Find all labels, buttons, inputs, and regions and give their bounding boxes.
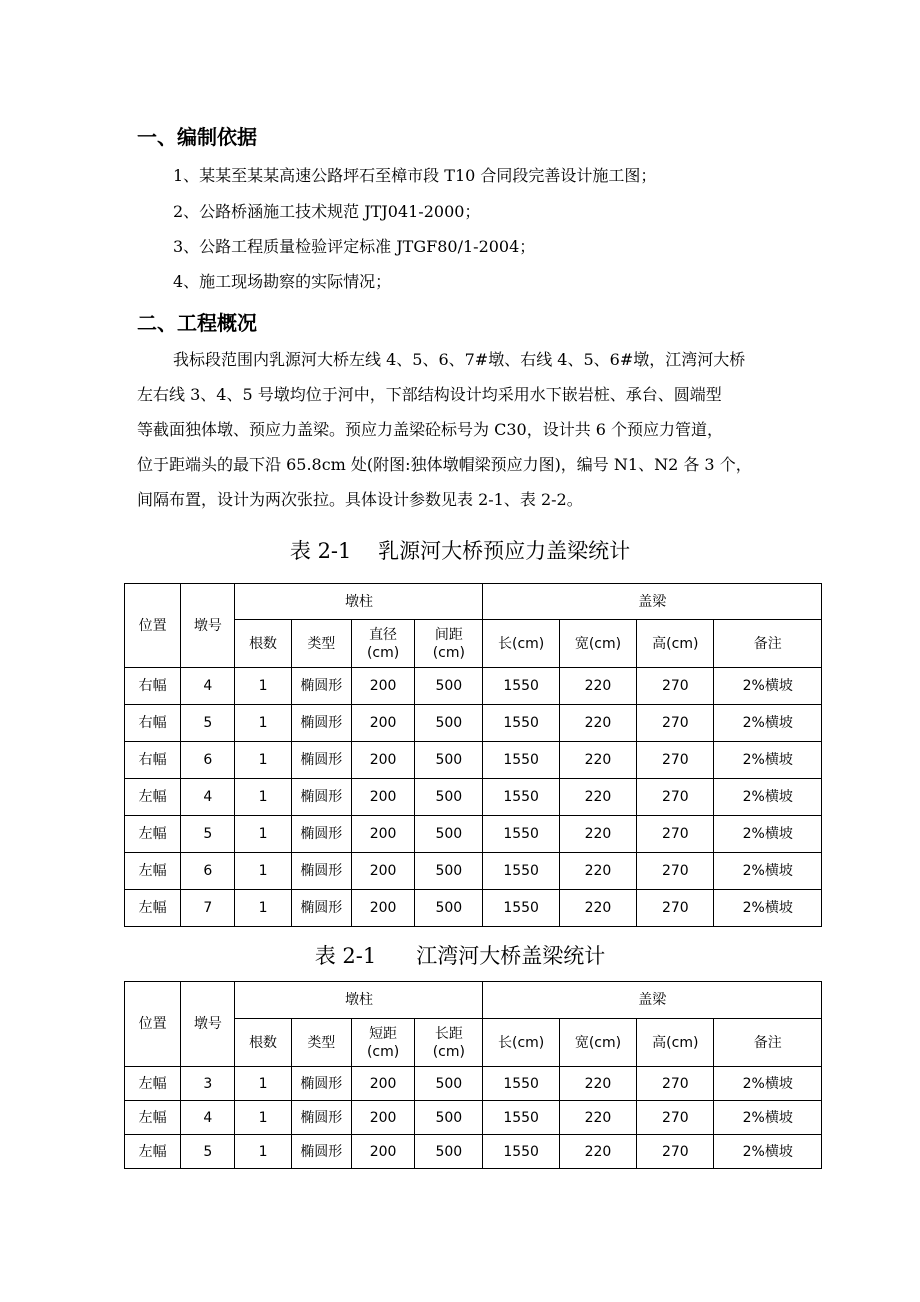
table-cell: 1 bbox=[235, 705, 291, 742]
table-cell: 6 bbox=[181, 853, 235, 890]
th-long-spacing-label: 长距 bbox=[434, 1025, 463, 1042]
table-cell: 220 bbox=[559, 890, 636, 927]
table-cell: 200 bbox=[351, 853, 414, 890]
table-cell: 200 bbox=[351, 1067, 414, 1101]
table-cell: 7 bbox=[181, 890, 235, 927]
table-cell: 6 bbox=[181, 742, 235, 779]
table-cell: 3 bbox=[181, 1067, 235, 1101]
th-column-group: 墩柱 bbox=[235, 584, 483, 620]
table-cell: 1550 bbox=[483, 668, 559, 705]
table-cell: 2%横坡 bbox=[714, 853, 822, 890]
table-cell: 2%横坡 bbox=[714, 705, 822, 742]
table-cell: 椭圆形 bbox=[291, 779, 351, 816]
table-cell: 1550 bbox=[483, 779, 559, 816]
table-cell: 左幅 bbox=[125, 816, 181, 853]
table-cell: 1550 bbox=[483, 1135, 559, 1169]
table1 bbox=[124, 583, 822, 927]
table-cell: 椭圆形 bbox=[291, 890, 351, 927]
table-row bbox=[125, 1101, 822, 1135]
th-diameter-label: 直径 bbox=[369, 626, 398, 643]
overview-line: 位于距端头的最下沿 65.8cm 处(附图:独体墩帽梁预应力图)，编号 N1、N2 各 3 个， bbox=[137, 455, 752, 474]
table-cell: 1 bbox=[235, 1067, 291, 1101]
th-unit: (cm) bbox=[432, 1043, 465, 1060]
table-cell: 椭圆形 bbox=[291, 668, 351, 705]
table-cell: 270 bbox=[637, 816, 714, 853]
table-cell: 2%横坡 bbox=[714, 668, 822, 705]
th-length: 长(cm) bbox=[483, 1019, 559, 1067]
table-cell: 220 bbox=[559, 1101, 636, 1135]
table-row bbox=[125, 668, 822, 705]
th-height: 高(cm) bbox=[637, 620, 714, 668]
table2 bbox=[124, 981, 822, 1169]
table-cell: 200 bbox=[351, 668, 414, 705]
table-cell: 1550 bbox=[483, 742, 559, 779]
th-position: 位置 bbox=[125, 982, 181, 1067]
table-cell: 椭圆形 bbox=[291, 853, 351, 890]
table-cell: 270 bbox=[637, 705, 714, 742]
table-cell: 220 bbox=[559, 705, 636, 742]
table-cell: 220 bbox=[559, 853, 636, 890]
table-cell: 4 bbox=[181, 668, 235, 705]
table-row bbox=[125, 1135, 822, 1169]
table-cell: 4 bbox=[181, 1101, 235, 1135]
basis-item-4: 4、施工现场勘察的实际情况； bbox=[173, 272, 392, 291]
table-cell: 椭圆形 bbox=[291, 816, 351, 853]
table-cell: 左幅 bbox=[125, 1067, 181, 1101]
table-row bbox=[125, 742, 822, 779]
th-short-spacing-label: 短距 bbox=[369, 1025, 398, 1042]
table-cell: 1 bbox=[235, 816, 291, 853]
overview-line: 左右线 3、4、5 号墩均位于河中，下部结构设计均采用水下嵌岩桩、承台、圆端型 bbox=[137, 385, 722, 404]
table-cell: 500 bbox=[415, 1135, 483, 1169]
table2-caption: 表 2-1 江湾河大桥盖梁统计 bbox=[314, 944, 606, 968]
th-beam-group: 盖梁 bbox=[483, 982, 822, 1019]
table-cell: 500 bbox=[415, 890, 483, 927]
th-length: 长(cm) bbox=[483, 620, 559, 668]
table-cell: 500 bbox=[415, 853, 483, 890]
table-row bbox=[125, 1067, 822, 1101]
table-cell: 1550 bbox=[483, 705, 559, 742]
table-cell: 200 bbox=[351, 890, 414, 927]
th-spacing-label: 间距 bbox=[434, 626, 463, 643]
overview-line: 间隔布置，设计为两次张拉。具体设计参数见表 2-1、表 2-2。 bbox=[137, 490, 583, 509]
table-cell: 椭圆形 bbox=[291, 1135, 351, 1169]
table-cell: 2%横坡 bbox=[714, 1101, 822, 1135]
table-cell: 左幅 bbox=[125, 1101, 181, 1135]
table-cell: 270 bbox=[637, 1135, 714, 1169]
th-count: 根数 bbox=[235, 1019, 291, 1067]
table-cell: 220 bbox=[559, 779, 636, 816]
section1-title: 一、编制依据 bbox=[137, 125, 257, 149]
basis-item-1: 1、某某至某某高速公路坪石至樟市段 T10 合同段完善设计施工图； bbox=[173, 166, 657, 185]
table-row bbox=[125, 816, 822, 853]
table-cell: 5 bbox=[181, 1135, 235, 1169]
table-cell: 1550 bbox=[483, 1067, 559, 1101]
table-cell: 200 bbox=[351, 1135, 414, 1169]
table-cell: 椭圆形 bbox=[291, 1101, 351, 1135]
th-long-spacing bbox=[415, 1019, 483, 1067]
th-remark: 备注 bbox=[714, 620, 822, 668]
table-cell: 椭圆形 bbox=[291, 705, 351, 742]
th-count: 根数 bbox=[235, 620, 291, 668]
table-cell: 1 bbox=[235, 1135, 291, 1169]
table-cell: 1 bbox=[235, 853, 291, 890]
table-cell: 4 bbox=[181, 779, 235, 816]
table-cell: 椭圆形 bbox=[291, 1067, 351, 1101]
table-cell: 500 bbox=[415, 816, 483, 853]
table-cell: 200 bbox=[351, 779, 414, 816]
table-cell: 200 bbox=[351, 1101, 414, 1135]
table-cell: 270 bbox=[637, 668, 714, 705]
table-cell: 1 bbox=[235, 779, 291, 816]
table-cell: 1550 bbox=[483, 853, 559, 890]
table-cell: 1 bbox=[235, 1101, 291, 1135]
table-row bbox=[125, 853, 822, 890]
th-unit: (cm) bbox=[366, 644, 400, 661]
table-cell: 1 bbox=[235, 742, 291, 779]
table-cell: 220 bbox=[559, 668, 636, 705]
overview-line: 等截面独体墩、预应力盖梁。预应力盖梁砼标号为 C30，设计共 6 个预应力管道， bbox=[137, 420, 724, 439]
table-cell: 2%横坡 bbox=[714, 779, 822, 816]
th-position: 位置 bbox=[125, 584, 181, 668]
table-cell: 500 bbox=[415, 1101, 483, 1135]
th-width: 宽(cm) bbox=[559, 620, 636, 668]
table-cell: 5 bbox=[181, 705, 235, 742]
th-short-spacing bbox=[351, 1019, 414, 1067]
th-spacing bbox=[415, 620, 483, 668]
table-cell: 右幅 bbox=[125, 668, 181, 705]
table-cell: 500 bbox=[415, 705, 483, 742]
table-cell: 270 bbox=[637, 890, 714, 927]
table-cell: 左幅 bbox=[125, 1135, 181, 1169]
table-cell: 220 bbox=[559, 1135, 636, 1169]
table-cell: 1 bbox=[235, 890, 291, 927]
table-cell: 椭圆形 bbox=[291, 742, 351, 779]
table-row bbox=[125, 779, 822, 816]
th-unit: (cm) bbox=[366, 1043, 400, 1060]
th-type: 类型 bbox=[291, 620, 351, 668]
overview-paragraph bbox=[137, 342, 827, 517]
section2-title: 二、工程概况 bbox=[137, 311, 257, 335]
table-cell: 2%横坡 bbox=[714, 1067, 822, 1101]
table-cell: 1550 bbox=[483, 816, 559, 853]
table-cell: 200 bbox=[351, 705, 414, 742]
table-cell: 2%横坡 bbox=[714, 816, 822, 853]
th-type: 类型 bbox=[291, 1019, 351, 1067]
th-column-group: 墩柱 bbox=[235, 982, 483, 1019]
table-cell: 2%横坡 bbox=[714, 742, 822, 779]
table-cell: 2%横坡 bbox=[714, 890, 822, 927]
table-cell: 200 bbox=[351, 742, 414, 779]
table-cell: 左幅 bbox=[125, 890, 181, 927]
table-cell: 270 bbox=[637, 1101, 714, 1135]
table-cell: 右幅 bbox=[125, 742, 181, 779]
table-cell: 500 bbox=[415, 779, 483, 816]
table-cell: 200 bbox=[351, 816, 414, 853]
table-cell: 500 bbox=[415, 1067, 483, 1101]
th-remark: 备注 bbox=[714, 1019, 822, 1067]
table-cell: 270 bbox=[637, 779, 714, 816]
th-unit: (cm) bbox=[432, 644, 465, 661]
th-diameter bbox=[351, 620, 414, 668]
table-row bbox=[125, 890, 822, 927]
th-height: 高(cm) bbox=[637, 1019, 714, 1067]
overview-line: 我标段范围内乳源河大桥左线 4、5、6、7#墩、右线 4、5、6#墩，江湾河大桥 bbox=[173, 350, 746, 369]
basis-item-2: 2、公路桥涵施工技术规范 JTJ041-2000； bbox=[173, 202, 481, 221]
table-cell: 500 bbox=[415, 742, 483, 779]
th-pier: 墩号 bbox=[181, 584, 235, 668]
table-cell: 270 bbox=[637, 1067, 714, 1101]
table-cell: 1 bbox=[235, 668, 291, 705]
basis-item-3: 3、公路工程质量检验评定标准 JTGF80/1-2004； bbox=[173, 237, 536, 256]
table-cell: 右幅 bbox=[125, 705, 181, 742]
table-cell: 1550 bbox=[483, 1101, 559, 1135]
table-row bbox=[125, 705, 822, 742]
table-cell: 2%横坡 bbox=[714, 1135, 822, 1169]
th-beam-group: 盖梁 bbox=[483, 584, 822, 620]
table-cell: 左幅 bbox=[125, 779, 181, 816]
th-width: 宽(cm) bbox=[559, 1019, 636, 1067]
table-cell: 220 bbox=[559, 1067, 636, 1101]
table1-caption: 表 2-1 乳源河大桥预应力盖梁统计 bbox=[289, 539, 631, 563]
table-cell: 220 bbox=[559, 742, 636, 779]
th-pier: 墩号 bbox=[181, 982, 235, 1067]
table-cell: 270 bbox=[637, 742, 714, 779]
table-cell: 500 bbox=[415, 668, 483, 705]
table-cell: 5 bbox=[181, 816, 235, 853]
table-cell: 270 bbox=[637, 853, 714, 890]
table-cell: 1550 bbox=[483, 890, 559, 927]
table-cell: 左幅 bbox=[125, 853, 181, 890]
table-cell: 220 bbox=[559, 816, 636, 853]
